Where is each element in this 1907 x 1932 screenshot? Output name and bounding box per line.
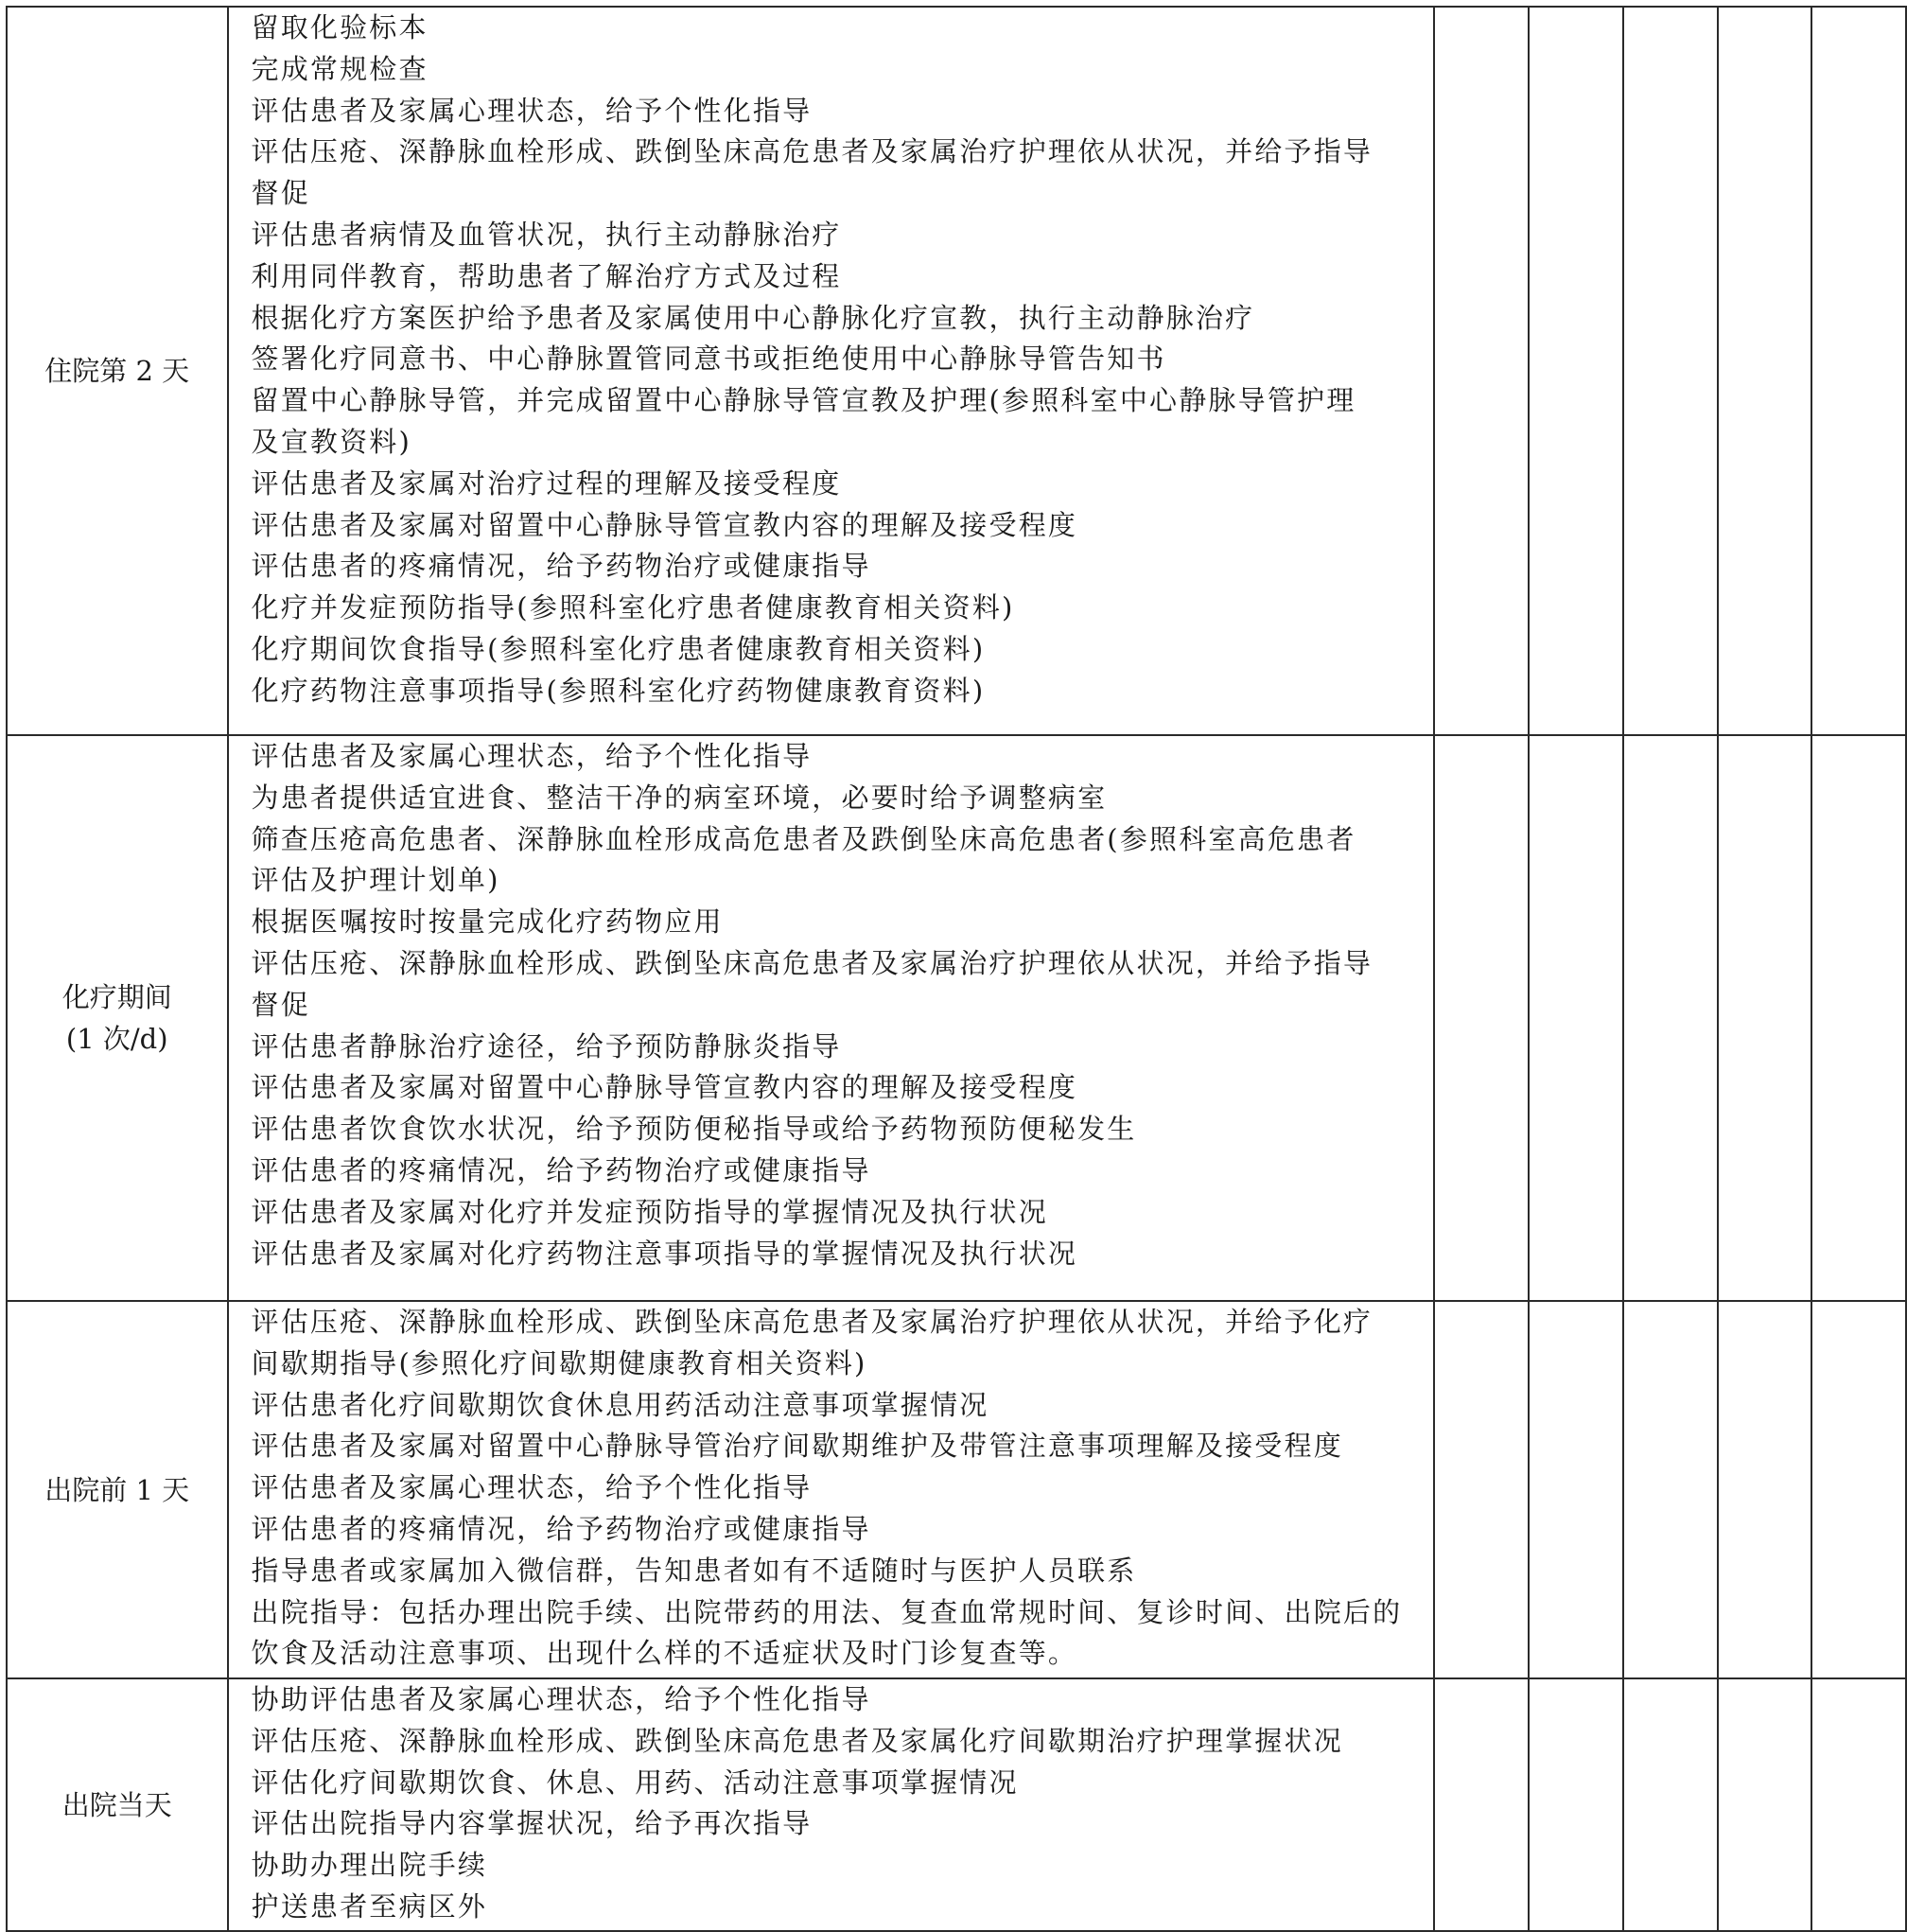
table-row-discharge-day bbox=[7, 1678, 1906, 1931]
nursing-item: 评估患者的疼痛情况，给予药物治疗或健康指导 bbox=[251, 1512, 871, 1545]
nursing-item: 利用同伴教育，帮助患者了解治疗方式及过程 bbox=[251, 259, 842, 292]
check-cell-5[interactable] bbox=[1811, 735, 1906, 1301]
nursing-item: 出院指导：包括办理出院手续、出院带药的用法、复查血常规时间、复诊时间、出院后的 bbox=[251, 1595, 1403, 1628]
stage-label: 住院第 2 天 bbox=[44, 355, 190, 387]
nursing-item: 协助评估患者及家属心理状态，给予个性化指导 bbox=[251, 1683, 871, 1715]
nursing-item: 评估患者及家属心理状态，给予个性化指导 bbox=[251, 740, 813, 772]
check-cell-5[interactable] bbox=[1811, 1678, 1906, 1931]
stage-label: 化疗期间 bbox=[61, 981, 172, 1013]
nursing-item: 评估患者及家属对留置中心静脉导管宣教内容的理解及接受程度 bbox=[251, 508, 1078, 541]
nursing-item: 评估出院指导内容掌握状况，给予再次指导 bbox=[251, 1807, 813, 1840]
check-cell-3[interactable] bbox=[1623, 7, 1718, 735]
check-cell-3[interactable] bbox=[1623, 1301, 1718, 1678]
nursing-item: 为患者提供适宜进食、整洁干净的病室环境，必要时给予调整病室 bbox=[251, 781, 1108, 814]
nursing-item: 评估及护理计划单) bbox=[251, 864, 500, 897]
nursing-item: 评估患者病情及血管状况，执行主动静脉治疗 bbox=[251, 218, 842, 251]
nursing-item: 化疗药物注意事项指导(参照科室化疗药物健康教育资料) bbox=[251, 674, 986, 707]
check-cell-4[interactable] bbox=[1718, 735, 1812, 1301]
table-row-day-2 bbox=[7, 7, 1906, 735]
stage-label: 出院当天 bbox=[61, 1788, 172, 1821]
nursing-item: 护送患者至病区外 bbox=[251, 1889, 488, 1923]
check-cell-3[interactable] bbox=[1623, 735, 1718, 1301]
stage-cell bbox=[7, 1301, 228, 1678]
nursing-item: 饮食及活动注意事项、出现什么样的不适症状及时门诊复查等。 bbox=[251, 1637, 1078, 1670]
nursing-item: 完成常规检查 bbox=[251, 52, 429, 85]
check-cell-2[interactable] bbox=[1529, 735, 1623, 1301]
nursing-item: 评估患者及家属对治疗过程的理解及接受程度 bbox=[251, 466, 842, 500]
nursing-item: 根据医嘱按时按量完成化疗药物应用 bbox=[251, 905, 724, 939]
table-row-day-before-discharge bbox=[7, 1301, 1906, 1678]
nursing-item: 及宣教资料) bbox=[251, 425, 412, 458]
nursing-item: 评估患者的疼痛情况，给予药物治疗或健康指导 bbox=[251, 550, 871, 583]
nursing-item: 评估压疮、深静脉血栓形成、跌倒坠床高危患者及家属治疗护理依从状况，并给予指导 bbox=[251, 135, 1373, 168]
nursing-item: 协助办理出院手续 bbox=[251, 1849, 488, 1882]
nursing-item: 评估患者化疗间歇期饮食休息用药活动注意事项掌握情况 bbox=[251, 1388, 989, 1421]
check-cell-1[interactable] bbox=[1434, 7, 1529, 735]
stage-label: (1 次/d) bbox=[65, 1023, 168, 1055]
nursing-item: 留置中心静脉导管，并完成留置中心静脉导管宣教及护理(参照科室中心静脉导管护理 bbox=[251, 384, 1356, 417]
check-cell-4[interactable] bbox=[1718, 7, 1812, 735]
nursing-item: 化疗期间饮食指导(参照科室化疗患者健康教育相关资料) bbox=[251, 632, 986, 665]
nursing-item: 留取化验标本 bbox=[251, 11, 429, 44]
nursing-item: 筛查压疮高危患者、深静脉血栓形成高危患者及跌倒坠床高危患者(参照科室高危患者 bbox=[251, 822, 1356, 855]
check-cell-2[interactable] bbox=[1529, 7, 1623, 735]
nursing-item: 评估患者饮食饮水状况，给予预防便秘指导或给予药物预防便秘发生 bbox=[251, 1113, 1137, 1146]
check-cell-4[interactable] bbox=[1718, 1301, 1812, 1678]
nursing-item: 根据化疗方案医护给予患者及家属使用中心静脉化疗宣教，执行主动静脉治疗 bbox=[251, 301, 1255, 334]
nursing-item: 指导患者或家属加入微信群，告知患者如有不适随时与医护人员联系 bbox=[251, 1554, 1137, 1587]
nursing-item: 评估压疮、深静脉血栓形成、跌倒坠床高危患者及家属治疗护理依从状况，并给予指导 bbox=[251, 946, 1373, 979]
care-pathway-table bbox=[6, 6, 1907, 1932]
nursing-item: 督促 bbox=[251, 177, 310, 210]
nursing-item: 评估患者及家属对化疗药物注意事项指导的掌握情况及执行状况 bbox=[251, 1237, 1078, 1270]
nursing-items-cell bbox=[228, 735, 1435, 1301]
stage-cell bbox=[7, 735, 228, 1301]
nursing-item: 督促 bbox=[251, 988, 310, 1021]
nursing-item: 评估患者及家属对化疗并发症预防指导的掌握情况及执行状况 bbox=[251, 1195, 1048, 1228]
stage-cell bbox=[7, 7, 228, 735]
stage-label: 出院前 1 天 bbox=[44, 1473, 190, 1506]
nursing-items-cell bbox=[228, 1678, 1435, 1931]
nursing-items-cell bbox=[228, 1301, 1435, 1678]
table-row-chemo-period bbox=[7, 735, 1906, 1301]
check-cell-2[interactable] bbox=[1529, 1301, 1623, 1678]
nursing-item: 评估患者及家属对留置中心静脉导管宣教内容的理解及接受程度 bbox=[251, 1071, 1078, 1104]
nursing-item: 签署化疗同意书、中心静脉置管同意书或拒绝使用中心静脉导管告知书 bbox=[251, 342, 1166, 376]
nursing-items-cell bbox=[228, 7, 1435, 735]
nursing-item: 评估压疮、深静脉血栓形成、跌倒坠床高危患者及家属治疗护理依从状况，并给予化疗 bbox=[251, 1306, 1373, 1338]
check-cell-4[interactable] bbox=[1718, 1678, 1812, 1931]
nursing-item: 评估患者及家属心理状态，给予个性化指导 bbox=[251, 94, 813, 127]
nursing-item: 评估患者的疼痛情况，给予药物治疗或健康指导 bbox=[251, 1153, 871, 1186]
check-cell-2[interactable] bbox=[1529, 1678, 1623, 1931]
check-cell-5[interactable] bbox=[1811, 7, 1906, 735]
check-cell-3[interactable] bbox=[1623, 1678, 1718, 1931]
nursing-item: 评估压疮、深静脉血栓形成、跌倒坠床高危患者及家属化疗间歇期治疗护理掌握状况 bbox=[251, 1724, 1343, 1757]
nursing-item: 间歇期指导(参照化疗间歇期健康教育相关资料) bbox=[251, 1346, 867, 1379]
nursing-item: 化疗并发症预防指导(参照科室化疗患者健康教育相关资料) bbox=[251, 591, 1015, 624]
nursing-item: 评估患者及家属对留置中心静脉导管治疗间歇期维护及带管注意事项理解及接受程度 bbox=[251, 1430, 1343, 1463]
stage-cell bbox=[7, 1678, 228, 1931]
nursing-item: 评估患者静脉治疗途径，给予预防静脉炎指导 bbox=[251, 1029, 842, 1063]
nursing-item: 评估化疗间歇期饮食、休息、用药、活动注意事项掌握情况 bbox=[251, 1765, 1019, 1799]
check-cell-1[interactable] bbox=[1434, 1678, 1529, 1931]
check-cell-1[interactable] bbox=[1434, 1301, 1529, 1678]
nursing-item: 评估患者及家属心理状态，给予个性化指导 bbox=[251, 1471, 813, 1504]
check-cell-5[interactable] bbox=[1811, 1301, 1906, 1678]
check-cell-1[interactable] bbox=[1434, 735, 1529, 1301]
